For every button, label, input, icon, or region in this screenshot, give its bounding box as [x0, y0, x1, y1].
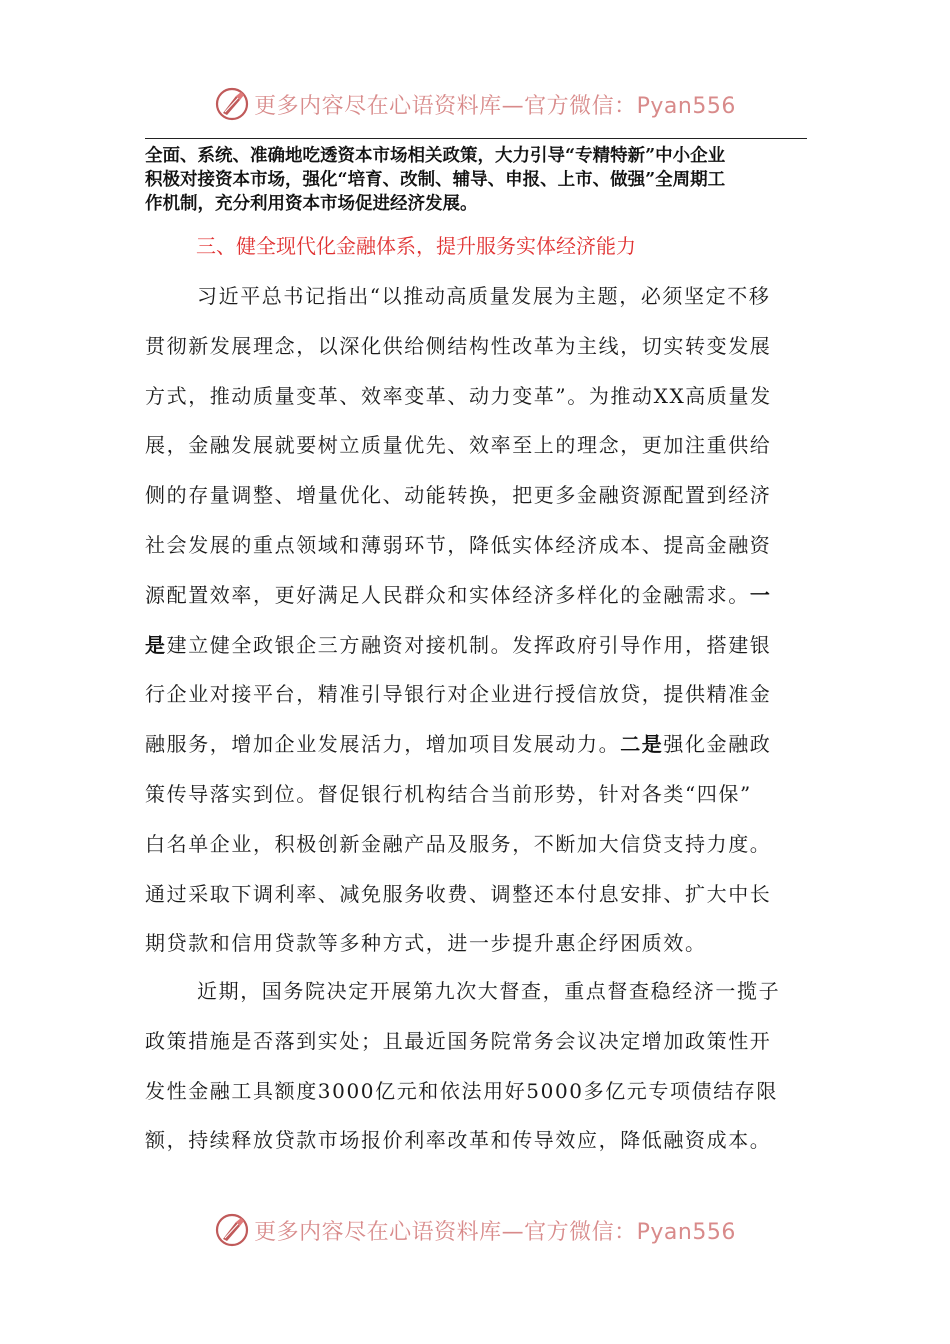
pen-nib-logo-icon [214, 1212, 250, 1248]
paragraph-line: 额，持续释放贷款市场报价利率改革和传导效应，降低融资成本。 [145, 1128, 772, 1153]
paragraph-line: 发性金融工具额度3000亿元和依法用好5000多亿元专项债结存限 [145, 1078, 778, 1103]
body-paragraph-2 [145, 967, 807, 1166]
paragraph-line [145, 621, 807, 671]
paragraph-line: 习近平总书记指出“以推动高质量发展为主题，必须坚定不移 [197, 284, 771, 308]
banner-text: 更多内容尽在心语资料库—官方微信：Pyan556 [254, 1219, 736, 1245]
paragraph-line: 近期，国务院决定开展第九次大督查，重点督查稳经济一揽子 [197, 979, 781, 1003]
emphasis-text: 一 [749, 582, 772, 607]
paragraph-line: 通过采取下调利率、减免服务收费、调整还本付息安排、扩大中长 [145, 881, 772, 906]
intro-line: 全面、系统、准确地吃透资本市场相关政策，大力引导“专精特新”中小企业 [145, 146, 726, 166]
paragraph-line: 白名单企业，积极创新金融产品及服务，不断加大信贷支持力度。 [145, 831, 772, 856]
footer-banner [0, 1210, 950, 1250]
paragraph-line: 方式，推动质量变革、效率变革、动力变革”。为推动XX高质量发 [145, 383, 772, 408]
line-text: 融服务，增加企业发展活力，增加项目发展动力。 [145, 732, 621, 757]
line-text: 建立健全政银企三方融资对接机制。发挥政府引导作用，搭建银 [166, 632, 772, 657]
paragraph-line: 期贷款和信用贷款等多种方式，进一步提升惠企纾困质效。 [145, 931, 707, 956]
body-paragraph-1 [145, 272, 807, 969]
paragraph-line: 政策措施是否落到实处；且最近国务院常务会议决定增加政策性开 [145, 1028, 772, 1053]
paragraph-line: 侧的存量调整、增量优化、动能转换，把更多金融资源配置到经济 [145, 483, 772, 508]
paragraph-line: 社会发展的重点领域和薄弱环节，降低实体经济成本、提高金融资 [145, 532, 772, 557]
paragraph-line: 展，金融发展就要树立质量优先、效率至上的理念，更加注重供给 [145, 433, 772, 458]
paragraph-line [145, 571, 807, 621]
intro-line: 积极对接资本市场，强化“培育、改制、辅导、申报、上市、做强”全周期工 [145, 170, 726, 190]
paragraph-line: 行企业对接平台，精准引导银行对企业进行授信放贷，提供精准金 [145, 682, 772, 707]
paragraph-line: 策传导落实到位。督促银行机构结合当前形势，针对各类“四保” [145, 781, 752, 806]
header-rule [145, 138, 807, 139]
pen-nib-logo-icon [214, 86, 250, 122]
paragraph-line: 贯彻新发展理念，以深化供给侧结构性改革为主线，切实转变发展 [145, 333, 772, 358]
emphasis-text: 是 [145, 632, 167, 657]
intro-paragraph [145, 144, 807, 216]
line-text: 源配置效率，更好满足人民群众和实体经济多样化的金融需求。 [145, 582, 750, 607]
emphasis-text: 二是 [620, 732, 664, 757]
intro-line: 作机制，充分利用资本市场促进经济发展。 [145, 194, 478, 214]
section-heading: 三、健全现代化金融体系，提升服务实体经济能力 [196, 234, 636, 258]
banner-text: 更多内容尽在心语资料库—官方微信：Pyan556 [254, 93, 736, 119]
header-banner [0, 84, 950, 124]
paragraph-line [145, 720, 807, 770]
line-text: 强化金融政 [663, 732, 772, 757]
